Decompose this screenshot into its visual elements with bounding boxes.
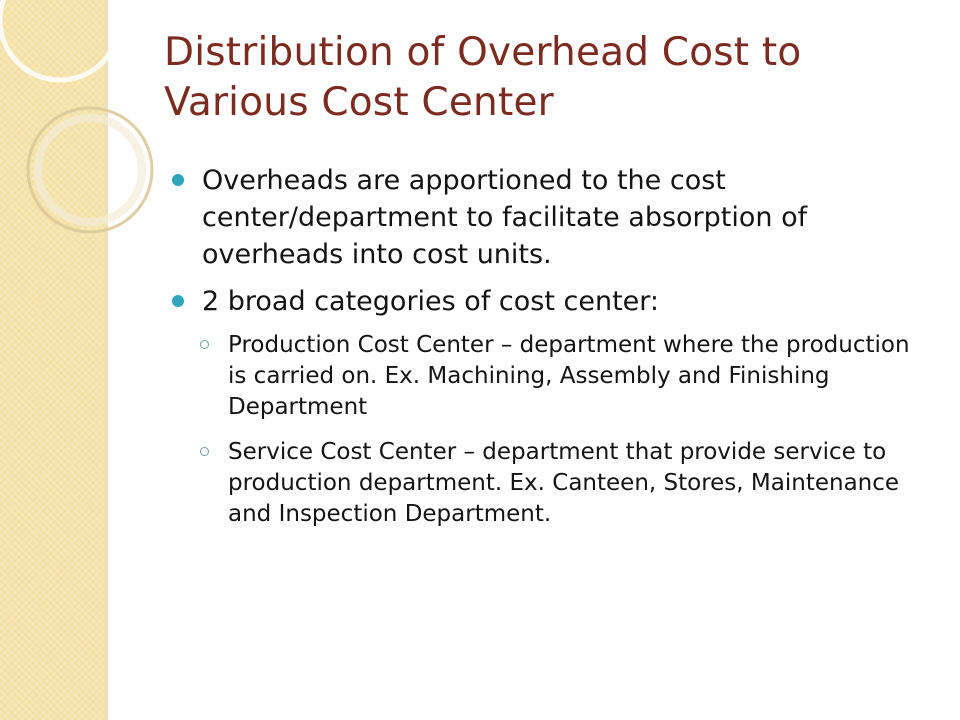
sub-bullet-item (200, 437, 932, 530)
bullet-item: Overheads are apportioned to the cost center/department to facilitate absorption of overheads into cost units. (172, 162, 932, 273)
side-band-edge (104, 0, 108, 720)
sub-bullet-marker (200, 340, 209, 349)
bullet-item: 2 broad categories of cost center: (172, 283, 932, 320)
slide-body (172, 162, 932, 544)
decorative-side-band (0, 0, 105, 720)
sub-bullet-text: Service Cost Center – department that provide service to production department. Ex. Canteen, Stores, Maintenance and Inspection Department. (228, 439, 900, 527)
sub-bullet-text: Production Cost Center – department where the production is carried on. Ex. Machining, Assembly and Finishing Department (228, 332, 910, 420)
slide-title: Distribution of Overhead Cost to Various Cost Center (164, 30, 802, 125)
sub-bullet-marker (200, 447, 209, 456)
sub-bullet-item (200, 330, 932, 423)
